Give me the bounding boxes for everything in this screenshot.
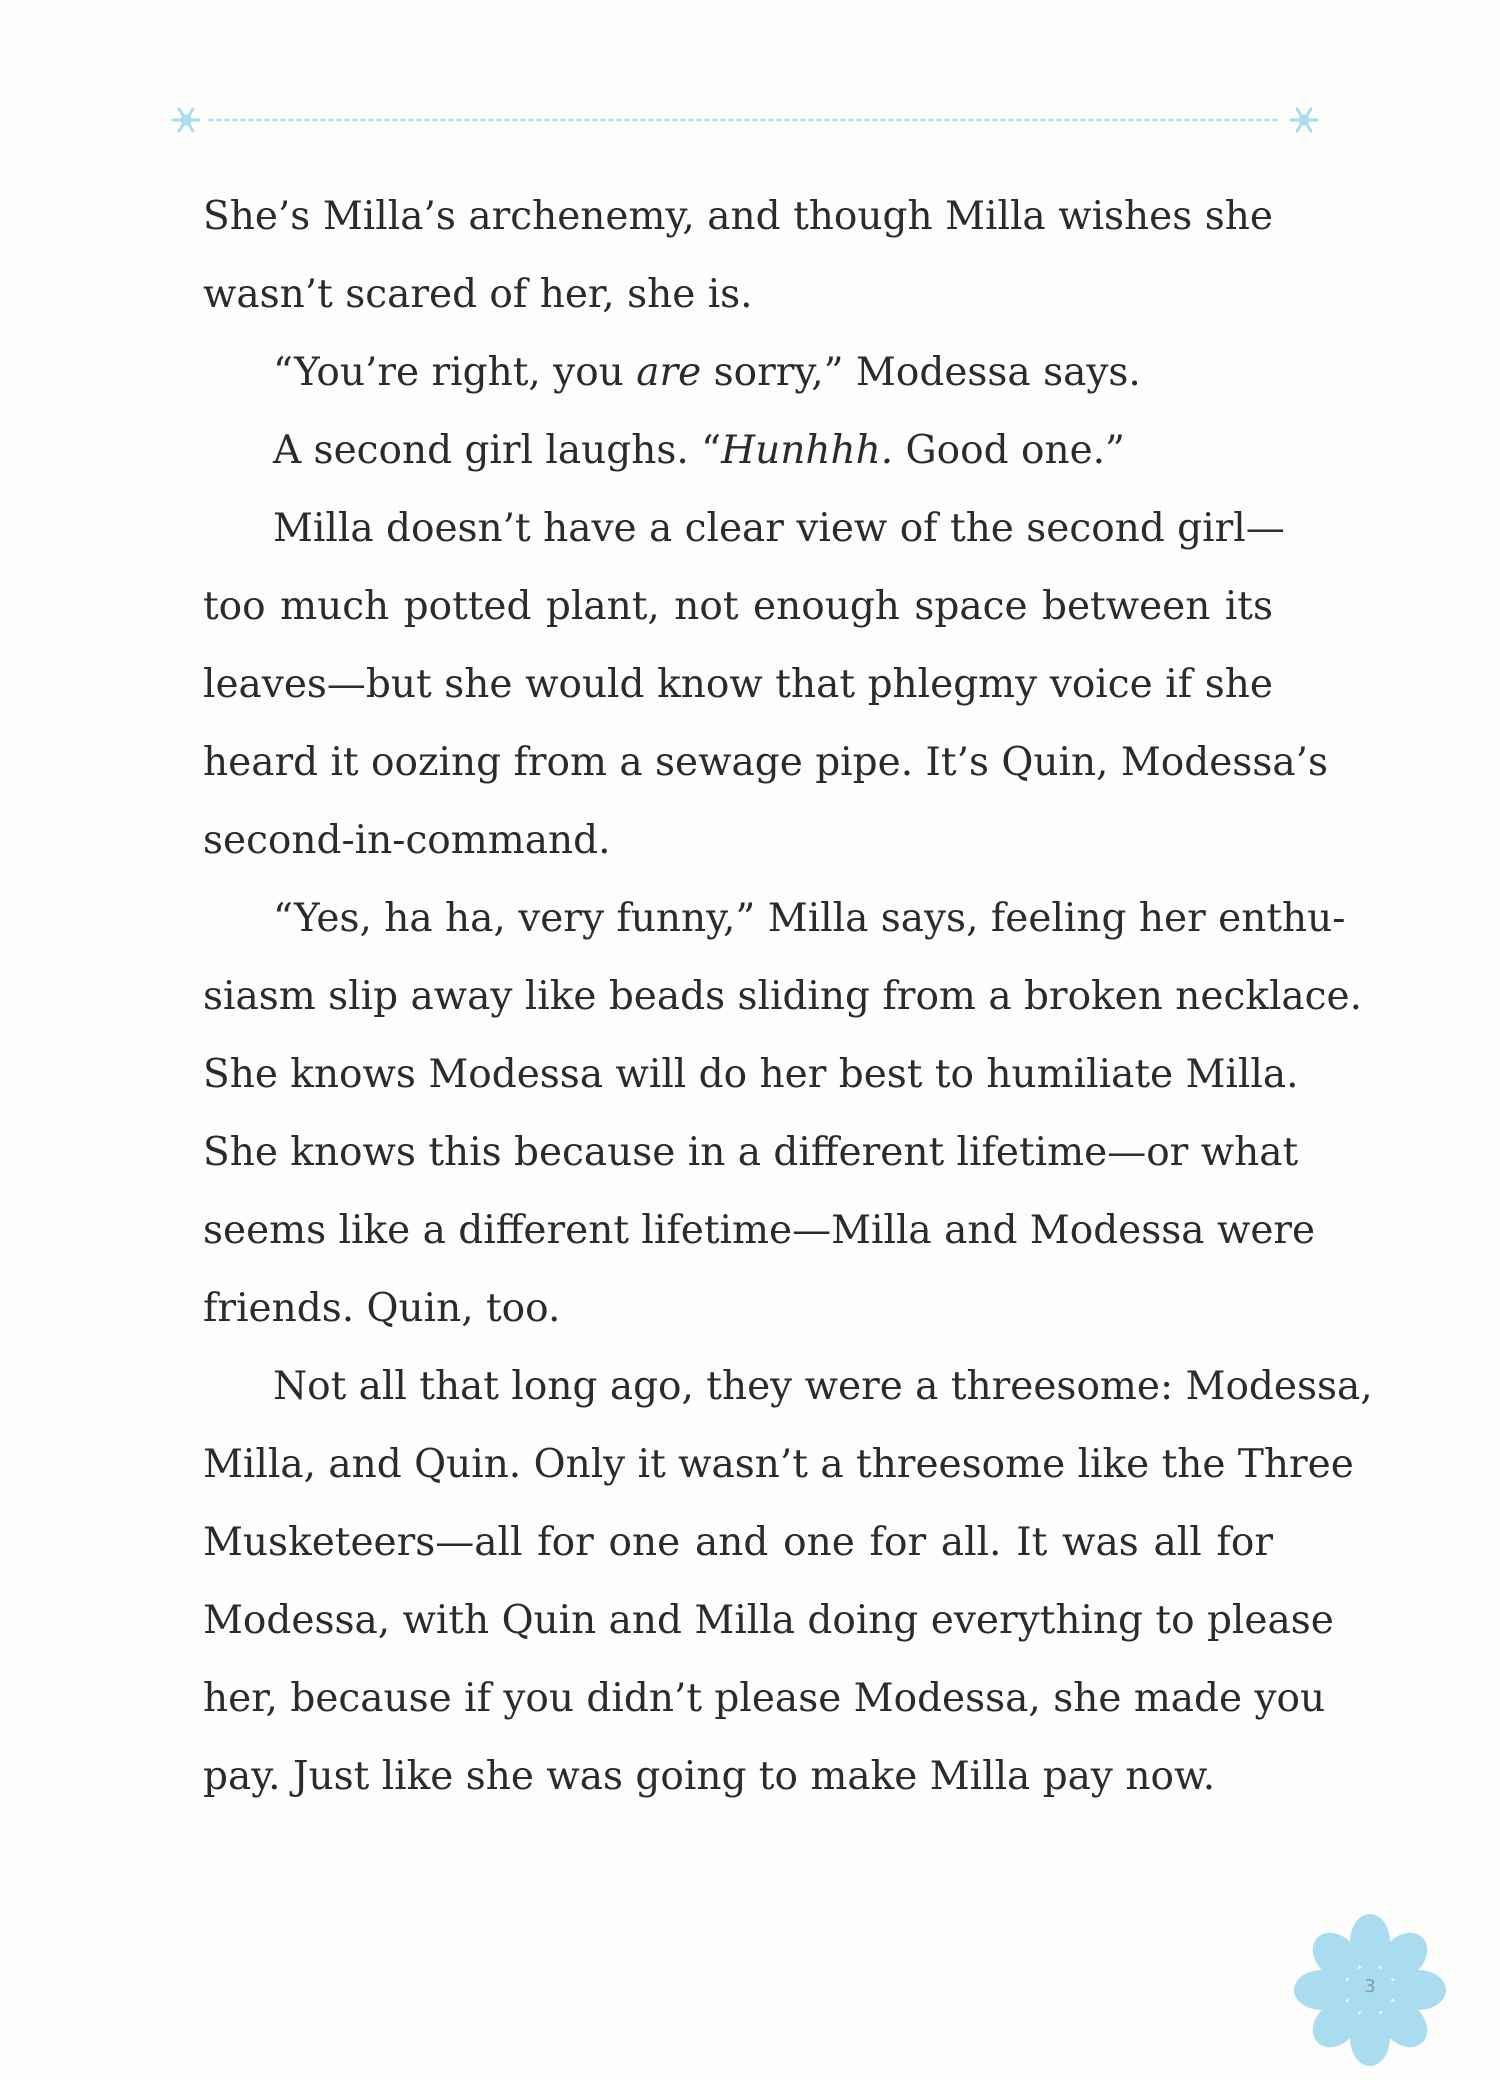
text-line: friends. Quin, too. (203, 1286, 561, 1331)
header-dotted-rule (170, 104, 1320, 136)
text-line: wasn’t scared of her, she is. (203, 272, 753, 317)
text-line: Milla, and Quin. Only it wasn’t a threesome like the Three (203, 1442, 1354, 1487)
body-text (203, 178, 1373, 1816)
text-line: She’s Milla’s archenemy, and though Milla wishes she (203, 194, 1273, 239)
text-line: her, because if you didn’t please Modessa, she made you (203, 1676, 1326, 1721)
snowflake-icon-right (1291, 109, 1317, 131)
snowflake-icon-left (173, 109, 199, 131)
text-line: “Yes, ha ha, very funny,” Milla says, feeling her enthu- (273, 896, 1346, 941)
text-line: Modessa, with Quin and Milla doing everything to please (203, 1598, 1334, 1643)
text-line: She knows this because in a different lifetime—or what (203, 1130, 1299, 1175)
page-number: 3 (1364, 1976, 1376, 1997)
text-line: pay. Just like she was going to make Milla pay now. (203, 1754, 1216, 1799)
text-line: seems like a different lifetime—Milla and Modessa were (203, 1208, 1316, 1253)
text-line: leaves—but she would know that phlegmy voice if she (203, 662, 1273, 707)
text-line: Milla doesn’t have a clear view of the second girl— (273, 506, 1285, 551)
text-line: She knows Modessa will do her best to humiliate Milla. (203, 1052, 1299, 1097)
text-line: Musketeers—all for one and one for all. It was all for (203, 1520, 1273, 1565)
text-line: too much potted plant, not enough space between its (203, 584, 1273, 629)
text-line: siasm slip away like beads sliding from a broken necklace. (203, 974, 1362, 1019)
text-line: “You’re right, you are sorry,” Modessa says. (273, 350, 1141, 395)
text-line: A second girl laughs. “Hunhhh. Good one.” (273, 428, 1125, 473)
text-line: second-in-command. (203, 818, 611, 863)
text-line: Not all that long ago, they were a threesome: Modessa, (273, 1364, 1373, 1409)
text-line: heard it oozing from a sewage pipe. It’s Quin, Modessa’s (203, 740, 1329, 785)
